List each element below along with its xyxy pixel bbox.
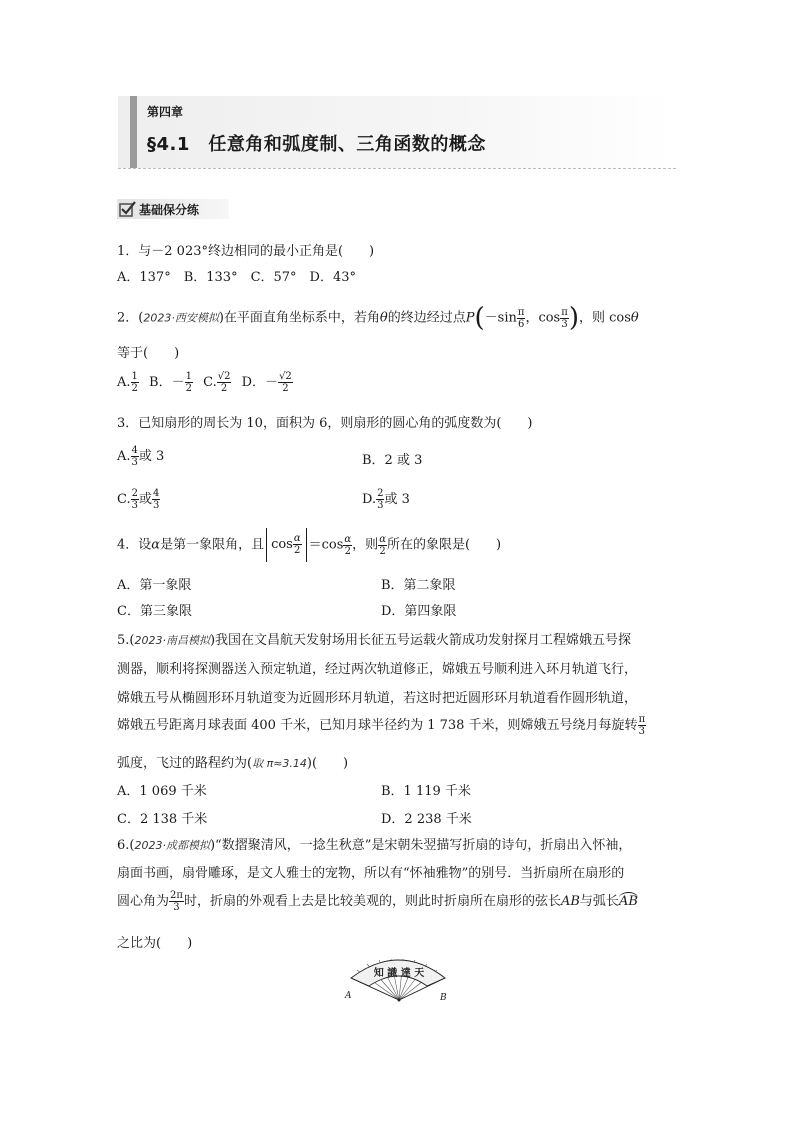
q3-option-a-frac [131,445,139,468]
q2-theta-2: θ [630,310,639,326]
header-divider [118,168,676,169]
frac-den: 2 [379,545,386,557]
q5-option-c: C．2 138 千米 [117,812,208,827]
q6-line3 [117,884,638,920]
frac-num: α [344,533,352,545]
frac-den: 2 [220,383,228,394]
chapter-label: 第四章 [147,105,184,119]
q2-then-cos: ，则 cos [578,310,631,326]
q4-option-c: C．第三象限 [117,604,192,619]
folding-fan-figure [343,958,451,1006]
q3-option-b: B．2 或 3 [362,453,423,468]
q4-then: ，则 [352,537,379,553]
q6-line2: 扇面书画，扇骨雕琢，是文人雅士的宠物，所以有“怀袖雅物”的别号．当折扇所在扇形的 [117,866,625,881]
q2-stem [117,300,639,336]
q2-stem-a: )在平面直角坐标系中，若角 [218,310,380,326]
frac-den: 2 [294,545,301,556]
header-accent-bar [130,96,137,168]
checkbox-check-icon [118,200,136,218]
q4-stem [117,528,501,563]
frac-den: 3 [638,726,646,737]
q4-option-a: A．第一象限 [117,578,192,593]
frac-num: 2 [377,488,384,499]
frac-num: 4 [131,445,138,456]
q4-option-d: D．第四象限 [381,604,457,619]
q2-number: 2．( [117,310,144,326]
q2-line2: 等于( ) [117,346,180,361]
q2-option-c-frac [217,371,232,394]
q6-frac-2pi-3 [169,890,184,913]
q4-number: 4．设 [117,537,152,553]
frac-num: α [293,533,301,544]
frac-den: 3 [131,500,138,511]
q3-option-c-frac1 [131,488,139,511]
frac-num: √2 [279,371,292,382]
fan-point-a: A [345,991,352,1001]
q2-option-b-frac [185,371,193,394]
q2-stem-b: 的终边经过点 [387,310,466,326]
q3-option-a [117,440,164,474]
q2-option-c: C. [203,375,217,390]
q6-line3-c: 与弧长 [579,894,619,909]
q2-frac-den: 6 [517,318,525,330]
q5-line4-text: 嫦娥五号距离月球表面 400 千米，已知月球半径约为 1 738 千米，则嫦娥五号绕月每旋转 [117,718,638,733]
q4-option-b: B．第二象限 [381,578,456,593]
q5-number: 5.( [117,633,135,648]
q3-option-d-tail: 或 3 [384,492,410,507]
q3-option-d [362,483,410,517]
frac-num: 2 [131,488,138,499]
section-label: 基础保分练 [139,203,200,217]
q3-option-c-or: 或 [139,492,153,507]
q4-frac-2 [343,534,352,557]
q4-stem-b: 所在的象限是( ) [386,537,502,553]
q6-chord-ab: AB [560,894,580,909]
q3-option-c-label: C. [117,492,131,507]
q2-left-paren: ( [474,303,485,333]
frac-den: 3 [131,457,138,468]
frac-den: 3 [377,500,384,511]
q5-line1 [117,629,631,648]
q2-frac-num: π [517,306,525,318]
frac-den: 2 [131,383,138,394]
frac-den: 2 [282,383,289,394]
q6-source: 2023·成都模拟 [134,839,210,852]
q3-stem: 3．已知扇形的周长为 10，面积为 6，则扇形的圆心角的弧度数为( ) [117,416,533,431]
q5-line2: 测器，顺利将探测器送入预定轨道，经过两次轨道修正，嫦娥五号顺利进入环月轨道飞行， [117,662,638,677]
q5-line5-a: 弧度，飞过的路程约为( [117,756,253,771]
q2-point-p: P [465,310,475,326]
frac-num: √2 [217,371,231,382]
q3-option-a-label: A. [117,449,131,464]
q3-option-c-frac2 [152,488,160,511]
q2-option-a-frac [131,371,139,394]
q5-source: 2023·南昌模拟 [134,634,210,647]
q2-minus-sin: －sin [484,310,517,326]
q6-line1-text: )“数摺聚清风，一捻生秋意”是宋朝朱翌描写折扇的诗句，折扇出入怀袖， [209,838,632,853]
q2-option-a: A. [117,375,131,390]
q5-option-a: A．1 069 千米 [117,784,207,799]
q5-option-d: D．2 238 千米 [381,812,472,827]
frac-num: 4 [153,488,160,499]
frac-num: 2π [170,890,183,901]
q2-theta: θ [379,310,388,326]
q4-alpha: α [151,537,161,553]
q3-option-a-tail: 或 3 [138,449,165,464]
q2-option-d: D．－ [241,375,279,390]
fan-calligraphy: 知 識 達 天 [373,968,425,979]
q2-source: 2023·西安模拟 [143,311,219,325]
q5-line5-b: )( ) [306,756,349,771]
frac-num: π [638,714,646,725]
q6-line3-a: 圆心角为 [117,894,170,909]
q5-approx: 取 π≈3.14 [252,757,307,770]
q6-line1 [117,834,631,853]
q3-option-c [117,483,160,517]
q5-line3: 嫦娥五号从椭圆形环月轨道变为近圆形环月轨道，若这时把近圆形环月轨道看作圆形轨道， [117,691,638,706]
q2-option-b: B．－ [149,375,185,390]
q2-frac-pi-3 [560,307,569,330]
q4-stem-a: 是第一象限角，且 [160,537,265,553]
q4-cos: cos [271,537,293,552]
q5-option-b: B．1 119 千米 [381,784,471,799]
q3-option-d-label: D. [362,492,377,507]
q4-frac [293,533,302,556]
q5-line5 [117,752,348,771]
frac-num: 1 [131,371,138,382]
q4-frac-3 [378,534,387,557]
q4-eq-cos: ＝cos [308,537,344,553]
frac-den: 3 [153,500,160,511]
q5-line1-text: )我国在文昌航天发射场用长征五号运载火箭成功发射探月工程嫦娥五号探 [209,633,632,648]
q4-abs-value [266,528,307,562]
page-title: §4.1 任意角和弧度制、三角函数的概念 [147,134,486,155]
frac-num: 1 [185,371,192,382]
q6-number: 6.( [117,838,135,853]
q1-options: A．137° B．133° C．57° D．43° [117,270,357,285]
q6-line3-b: 时，折扇的外观看上去是比较美观的，则此时折扇所在扇形的弦长 [183,894,561,909]
q5-frac-pi-3 [638,714,647,737]
q2-frac-den: 3 [561,318,568,330]
frac-den: 2 [344,545,351,557]
frac-den: 2 [185,383,192,394]
q2-frac-num: π [561,306,568,318]
q6-line4: 之比为( ) [117,936,193,951]
q2-right-paren: ) [568,303,579,333]
q1-stem: 1．与－2 023°终边相同的最小正角是( ) [117,244,375,259]
fan-point-b: B [440,993,447,1003]
frac-den: 3 [173,902,180,913]
q5-line4 [117,708,646,744]
q2-option-d-frac [278,371,293,394]
section-tag [117,199,229,219]
frac-num: α [379,533,386,545]
q6-arc-ab: AB [618,894,638,909]
fan-pivot [398,999,401,1002]
q2-options [117,366,293,400]
q2-comma-cos: ，cos [525,310,561,326]
